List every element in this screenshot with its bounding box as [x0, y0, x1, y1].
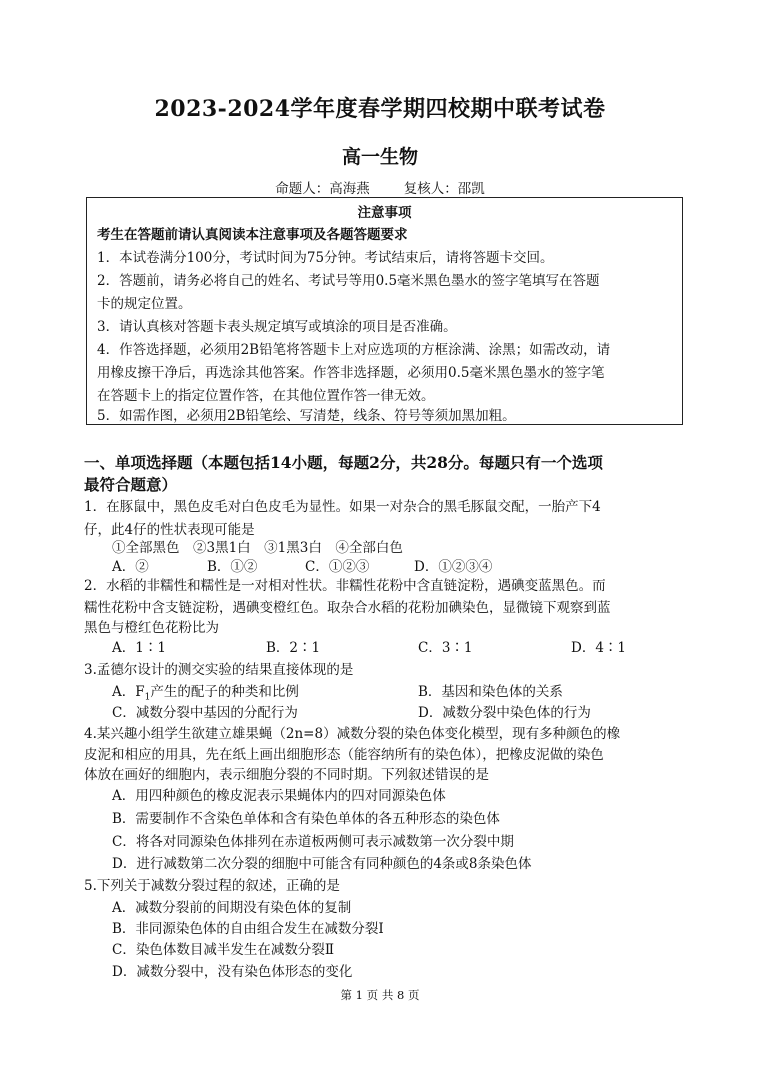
option-a-prefix: A．F	[112, 684, 145, 700]
question-3-option-d: D．减数分裂中染色体的行为	[418, 705, 591, 721]
question-4-text: 4.某兴趣小组学生欲建立雄果蝇（2n=8）减数分裂的染色体变化模型，现有多种颜色的橡	[84, 726, 621, 742]
question-5-option-a: A．减数分裂前的间期没有染色体的复制	[112, 900, 352, 916]
question-2-option-b: B．2∶1	[266, 640, 321, 656]
notice-line: 5．如需作图，必须用2B铅笔绘、写清楚，线条、符号等须加黑加粗。	[97, 408, 516, 424]
question-2-option-a: A．1∶1	[112, 640, 166, 656]
notice-box	[86, 197, 683, 425]
question-3-option-c: C．减数分裂中基因的分配行为	[112, 705, 298, 721]
question-4-text-cont: 体放在画好的细胞内，表示细胞分裂的不同时期。下列叙述错误的是	[84, 767, 489, 783]
page-title: 2023-2024学年度春学期四校期中联考试卷	[154, 96, 606, 122]
question-1-option-c: C．①②③	[305, 559, 370, 575]
notice-line: 在答题卡上的指定位置作答，在其他位置作答一律无效。	[97, 388, 435, 404]
option-a-text: 产生的配子的种类和比例	[150, 684, 299, 700]
question-5-option-b: B．非同源染色体的自由组合发生在减数分裂Ⅰ	[112, 921, 384, 937]
question-1-text: 1．在豚鼠中，黑色皮毛对白色皮毛为显性。如果一对杂合的黑毛豚鼠交配，一胎产下4	[84, 499, 601, 515]
question-4-option-b: B．需要制作不含染色单体和含有染色单体的各五种形态的染色体	[112, 811, 500, 827]
page-number: 第 1 页 共 8 页	[340, 988, 420, 1002]
question-2-text-cont: 糯性花粉中含支链淀粉，遇碘变橙红色。取杂合水稻的花粉加碘染色，显微镜下观察到蓝	[84, 600, 611, 616]
notice-line: 2．答题前，请务必将自己的姓名、考试号等用0.5毫米黑色墨水的签字笔填写在答题	[97, 273, 600, 289]
section-heading: 一、单项选择题（本题包括14小题，每题2分，共28分。每题只有一个选项	[84, 453, 603, 472]
question-1-option-b: B．①②	[207, 559, 258, 575]
question-3-option-b: B．基因和染色体的关系	[418, 684, 563, 700]
question-5-option-d: D．减数分裂中，没有染色体形态的变化	[112, 964, 353, 980]
notice-title: 注意事项	[357, 205, 412, 221]
question-4-option-c: C．将各对同源染色体排列在赤道板两侧可表示减数第一次分裂中期	[112, 834, 514, 850]
question-2-text-cont: 黑色与橙红色花粉比为	[84, 620, 219, 636]
setter-name: 命题人：高海燕	[275, 181, 370, 197]
notice-line: 卡的规定位置。	[97, 296, 192, 312]
question-2-text: 2．水稻的非糯性和糯性是一对相对性状。非糯性花粉中含直链淀粉，遇碘变蓝黑色。而	[84, 578, 606, 594]
question-4-option-a: A．用四种颜色的橡皮泥表示果蝇体内的四对同源染色体	[112, 788, 446, 804]
question-2-option-c: C．3∶1	[418, 640, 473, 656]
notice-heading: 考生在答题前请认真阅读本注意事项及各题答题要求	[97, 227, 408, 243]
question-5-text: 5.下列关于减数分裂过程的叙述，正确的是	[84, 878, 340, 894]
f1-subscript: 1	[144, 692, 151, 703]
question-4-option-d: D．进行减数第二次分裂的细胞中可能含有同种颜色的4条或8条染色体	[112, 856, 532, 872]
question-4-text-cont: 皮泥和相应的用具，先在纸上画出细胞形态（能容纳所有的染色体），把橡皮泥做的染色	[84, 747, 604, 763]
notice-line: 3．请认真核对答题卡表头规定填写或填涂的项目是否准确。	[97, 319, 457, 335]
notice-line: 4．作答选择题，必须用2B铅笔将答题卡上对应选项的方框涂满、涂黑；如需改动，请	[97, 342, 611, 358]
question-3-option-a	[112, 680, 299, 703]
question-1-items: ①全部黑色 ②3黑1白 ③1黑3白 ④全部白色	[112, 540, 403, 556]
question-1-option-d: D．①②③④	[414, 559, 493, 575]
notice-line: 用橡皮擦干净后，再选涂其他答案。作答非选择题，必须用0.5毫米黑色墨水的签字笔	[97, 365, 605, 381]
notice-line: 1．本试卷满分100分，考试时间为75分钟。考试结束后，请将答题卡交回。	[97, 250, 554, 266]
question-2-option-d: D．4∶1	[571, 640, 627, 656]
question-5-option-c: C．染色体数目减半发生在减数分裂Ⅱ	[112, 942, 335, 958]
subject-title: 高一生物	[341, 146, 418, 168]
reviewer-name: 复核人：邵凯	[403, 181, 485, 197]
question-3-text: 3.孟德尔设计的测交实验的结果直接体现的是	[84, 662, 354, 678]
question-1-text-cont: 仔，此4仔的性状表现可能是	[84, 522, 255, 538]
section-heading-cont: 最符合题意）	[84, 475, 178, 494]
authors-line	[0, 177, 760, 197]
question-1-option-a: A．②	[112, 559, 149, 575]
